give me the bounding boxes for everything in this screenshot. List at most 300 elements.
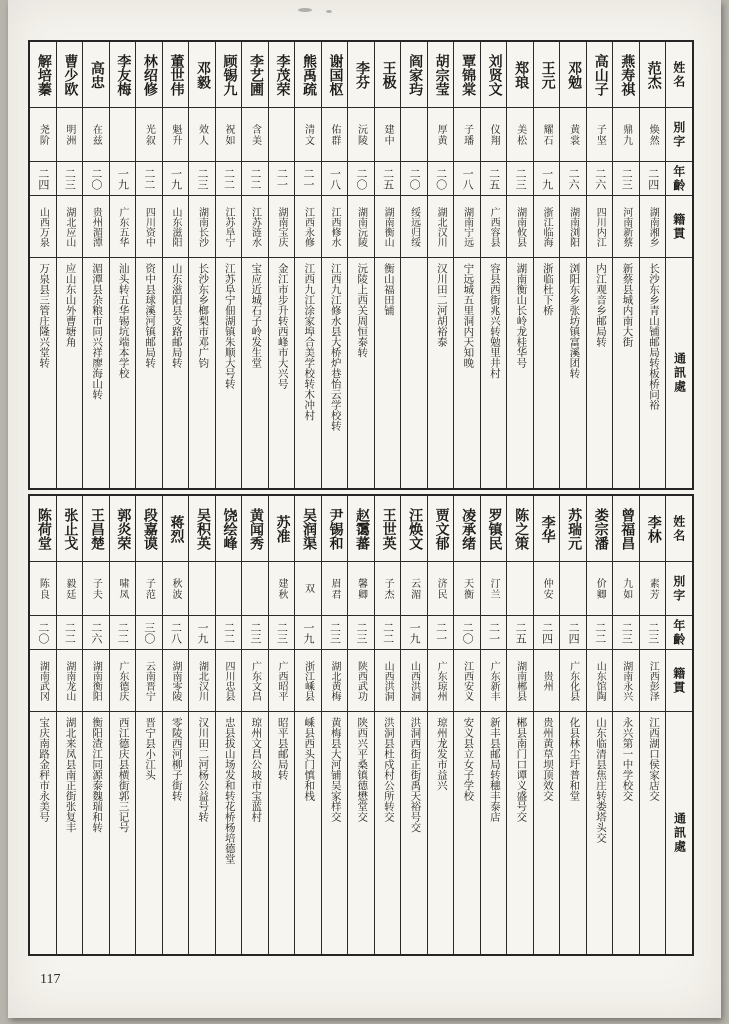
person-column xyxy=(163,42,190,488)
person-zi xyxy=(269,562,295,616)
person-native xyxy=(454,650,480,712)
person-age xyxy=(189,162,215,196)
person-native xyxy=(481,650,507,712)
person-address-text: 山东滋阳县支路邮局转 xyxy=(170,263,182,368)
person-native xyxy=(560,196,586,258)
person-name xyxy=(30,42,56,108)
person-name xyxy=(189,496,215,562)
person-zi xyxy=(587,562,613,616)
person-age-text: 二四 xyxy=(36,167,49,190)
person-name-text: 曹少欧 xyxy=(62,53,78,96)
person-address xyxy=(348,712,374,954)
person-native xyxy=(163,196,189,258)
person-column xyxy=(110,496,137,954)
person-age-text: 二五 xyxy=(487,167,500,190)
person-native-text: 湖南宁远 xyxy=(461,206,473,247)
person-age xyxy=(534,616,560,650)
person-address xyxy=(401,258,427,488)
person-native xyxy=(401,650,427,712)
person-zi-text: 建中 xyxy=(382,123,394,146)
person-name-text: 熊禹疏 xyxy=(301,53,317,96)
person-native-text: 绥远归绥 xyxy=(408,206,420,247)
person-age xyxy=(587,616,613,650)
person-address xyxy=(560,712,586,954)
person-column xyxy=(30,42,57,488)
person-native xyxy=(375,650,401,712)
person-column xyxy=(534,496,561,954)
person-name-text: 苏准 xyxy=(274,514,290,543)
column-header xyxy=(666,108,692,162)
person-address xyxy=(57,712,83,954)
person-column xyxy=(189,496,216,954)
person-age xyxy=(242,162,268,196)
person-address xyxy=(216,258,242,488)
person-address-text: 江西九江涂家埠合美学校转木冲村 xyxy=(303,263,315,421)
person-zi xyxy=(322,562,348,616)
person-age-text: 二三 xyxy=(248,621,261,644)
person-name xyxy=(481,42,507,108)
person-address xyxy=(481,712,507,954)
person-age-text: 三〇 xyxy=(142,621,155,644)
column-header-text: 別字 xyxy=(671,574,686,603)
person-name-text: 李艺圃 xyxy=(247,53,263,96)
person-name xyxy=(269,42,295,108)
person-address-text: 汉川田二河杨公益号转 xyxy=(197,717,209,822)
person-column xyxy=(507,42,534,488)
person-age xyxy=(534,162,560,196)
person-age-text: 二五 xyxy=(381,167,394,190)
person-name-text: 李芬 xyxy=(354,60,370,89)
person-native-text: 湖南武冈 xyxy=(37,660,49,701)
person-zi-text: 子璠 xyxy=(461,123,473,146)
person-name-text: 阎家玙 xyxy=(407,53,423,96)
person-address xyxy=(110,258,136,488)
person-address xyxy=(83,258,109,488)
person-zi xyxy=(534,108,560,162)
person-column xyxy=(640,42,667,488)
person-zi xyxy=(295,562,321,616)
person-name-text: 吴润渠 xyxy=(301,507,317,550)
person-zi xyxy=(507,108,533,162)
person-zi xyxy=(560,108,586,162)
person-age xyxy=(216,616,242,650)
person-name xyxy=(295,42,321,108)
column-header xyxy=(666,496,692,562)
person-name xyxy=(375,496,401,562)
person-address-text: 山东临清县焦庄转娄塔头交 xyxy=(594,717,606,843)
person-zi-text: 子杰 xyxy=(382,577,394,600)
person-age-text: 二三 xyxy=(514,167,527,190)
person-name xyxy=(30,496,56,562)
person-native-text: 浙江临海 xyxy=(541,206,553,247)
person-address xyxy=(640,258,666,488)
person-age-text: 二一 xyxy=(434,621,447,644)
scan-artifact xyxy=(298,8,312,12)
person-name-text: 汪焕文 xyxy=(407,507,423,550)
person-age xyxy=(163,616,189,650)
person-native-text: 广东化县 xyxy=(567,660,579,701)
person-native xyxy=(110,650,136,712)
person-zi xyxy=(57,108,83,162)
person-name-text: 解培蓁 xyxy=(35,53,51,96)
person-native-text: 四川忠县 xyxy=(222,660,234,701)
person-address xyxy=(136,258,162,488)
person-age-text: 一九 xyxy=(116,167,129,190)
person-zi xyxy=(401,562,427,616)
person-name xyxy=(507,496,533,562)
person-age-text: 二三 xyxy=(646,621,659,644)
person-native xyxy=(216,196,242,258)
person-address-text: 长沙东乡榔梨市邓广钧 xyxy=(197,263,209,368)
person-name-text: 蒋烈 xyxy=(168,514,184,543)
person-column xyxy=(454,42,481,488)
person-age xyxy=(110,162,136,196)
person-column xyxy=(269,496,296,954)
person-native-text: 江西修水 xyxy=(329,206,341,247)
person-address-text: 黄梅县大河铺吴家样交 xyxy=(329,717,341,822)
person-zi xyxy=(428,108,454,162)
person-name-text: 苏瑞元 xyxy=(566,507,582,550)
person-column xyxy=(269,42,296,488)
person-name-text: 李茂荣 xyxy=(274,53,290,96)
person-name-text: 顾锡九 xyxy=(221,53,237,96)
person-age xyxy=(30,616,56,650)
person-name xyxy=(110,496,136,562)
person-zi-text: 子范 xyxy=(143,577,155,600)
person-zi-text: 清文 xyxy=(302,123,314,146)
person-zi xyxy=(507,562,533,616)
person-column xyxy=(110,42,137,488)
person-name-text: 凌承绪 xyxy=(460,507,476,550)
person-column xyxy=(348,42,375,488)
person-zi-text: 双 xyxy=(302,583,314,594)
person-age xyxy=(560,162,586,196)
person-zi-text: 魁升 xyxy=(169,123,181,146)
person-address-text: 琼州龙发市益兴 xyxy=(435,717,447,791)
person-zi xyxy=(216,562,242,616)
person-age xyxy=(507,616,533,650)
person-native-text: 云南晋宁 xyxy=(143,660,155,701)
person-name xyxy=(322,496,348,562)
person-zi xyxy=(83,562,109,616)
person-column xyxy=(83,496,110,954)
person-zi-text: 子坚 xyxy=(594,123,606,146)
person-age xyxy=(375,162,401,196)
person-zi-text: 啸凤 xyxy=(116,577,128,600)
person-zi xyxy=(401,108,427,162)
person-address xyxy=(30,258,56,488)
person-zi xyxy=(454,562,480,616)
person-address-text: 江西湖口侯家店交 xyxy=(647,717,659,801)
person-name-text: 段嘉谟 xyxy=(141,507,157,550)
person-age-text: 二二 xyxy=(142,167,155,190)
person-zi xyxy=(295,108,321,162)
person-address-text: 琼州文昌公坡市宝蓝村 xyxy=(250,717,262,822)
person-native-text: 贵州 xyxy=(541,670,553,691)
person-zi-text: 仪翔 xyxy=(488,123,500,146)
person-name-text: 范杰 xyxy=(645,60,661,89)
person-age-text: 二二 xyxy=(381,621,394,644)
person-native-text: 湖南永兴 xyxy=(620,660,632,701)
person-address xyxy=(189,712,215,954)
person-name-text: 饶绘峰 xyxy=(221,507,237,550)
person-native-text: 广西昭平 xyxy=(276,660,287,701)
person-age-text: 二〇 xyxy=(434,167,447,190)
person-age xyxy=(136,162,162,196)
person-name xyxy=(242,496,268,562)
person-address-text: 湖北来凤县南正街张复丰 xyxy=(64,717,76,833)
person-name-text: 邓勉 xyxy=(566,60,582,89)
person-address-text: 万泉县三管庄隆兴堂转 xyxy=(38,263,50,368)
person-name-text: 罗镇民 xyxy=(486,507,502,550)
person-native xyxy=(348,196,374,258)
person-name xyxy=(295,496,321,562)
person-age-text: 二〇 xyxy=(355,167,368,190)
person-address xyxy=(322,258,348,488)
person-address-text: 衡山福田铺 xyxy=(382,263,394,316)
person-age-text: 二四 xyxy=(567,621,580,644)
person-name xyxy=(163,42,189,108)
person-address xyxy=(136,712,162,954)
person-native xyxy=(242,196,268,258)
column-header-text: 年齡 xyxy=(671,618,686,647)
person-name-text: 曾福昌 xyxy=(619,507,635,550)
person-native-text: 河南新蔡 xyxy=(620,206,632,247)
person-name-text: 胡宗莹 xyxy=(433,53,449,96)
person-address xyxy=(613,712,639,954)
scan-artifact xyxy=(326,10,332,13)
person-name xyxy=(560,496,586,562)
person-address xyxy=(428,712,454,954)
person-column xyxy=(401,42,428,488)
person-age xyxy=(401,616,427,650)
person-address xyxy=(454,258,480,488)
person-native xyxy=(136,196,162,258)
person-age xyxy=(481,616,507,650)
person-zi-text: 美松 xyxy=(514,123,526,146)
header-column xyxy=(666,496,692,954)
person-zi xyxy=(242,108,268,162)
person-age xyxy=(507,162,533,196)
person-name xyxy=(507,42,533,108)
person-zi xyxy=(242,562,268,616)
person-column xyxy=(163,496,190,954)
person-native xyxy=(269,650,295,712)
header-column xyxy=(666,42,692,488)
person-address xyxy=(587,712,613,954)
person-column xyxy=(481,496,508,954)
person-name xyxy=(83,496,109,562)
person-age xyxy=(428,616,454,650)
person-column xyxy=(348,496,375,954)
person-name xyxy=(401,496,427,562)
person-zi xyxy=(83,108,109,162)
person-native-text: 贵州湄潭 xyxy=(90,206,102,247)
person-native xyxy=(454,196,480,258)
person-column xyxy=(322,496,349,954)
person-address-text: 零陵西河柳子街转 xyxy=(170,717,182,801)
person-address xyxy=(322,712,348,954)
person-zi-text: 黄裳 xyxy=(567,123,579,146)
person-age-text: 二五 xyxy=(514,621,527,644)
person-name-text: 陈之策 xyxy=(513,507,529,550)
person-name xyxy=(587,496,613,562)
person-name xyxy=(83,42,109,108)
person-age xyxy=(640,616,666,650)
person-address-text: 宁远城五里洞内天知晚 xyxy=(462,263,474,368)
person-name xyxy=(216,42,242,108)
person-native-text: 湖南攸县 xyxy=(514,206,526,247)
person-column xyxy=(136,42,163,488)
person-address-text: 长沙东乡青山铺邮局转板桥问裕 xyxy=(647,263,659,410)
column-header-text: 籍貫 xyxy=(671,212,686,241)
person-name-text: 李林 xyxy=(645,514,661,543)
person-age-text: 二二 xyxy=(248,167,261,190)
person-native xyxy=(136,650,162,712)
person-native-text: 江西彭泽 xyxy=(647,660,659,701)
person-name xyxy=(613,496,639,562)
person-native-text: 湖南浏阳 xyxy=(567,206,579,247)
person-zi-text: 含美 xyxy=(249,123,261,146)
person-native xyxy=(322,196,348,258)
person-zi-text: 佑群 xyxy=(329,123,341,146)
person-name xyxy=(216,496,242,562)
person-column xyxy=(322,42,349,488)
person-native xyxy=(57,196,83,258)
person-zi xyxy=(189,108,215,162)
person-native-text: 湖南龙山 xyxy=(63,660,75,701)
person-name xyxy=(136,42,162,108)
person-address-text: 湖南衡山长岭龙桂华号 xyxy=(515,263,527,368)
person-address xyxy=(163,258,189,488)
person-native xyxy=(322,650,348,712)
person-name xyxy=(348,42,374,108)
person-zi xyxy=(481,108,507,162)
person-name xyxy=(534,42,560,108)
person-zi xyxy=(163,562,189,616)
person-native-text: 山西洪洞 xyxy=(382,660,394,701)
person-native xyxy=(295,650,321,712)
person-column xyxy=(375,42,402,488)
person-age xyxy=(322,162,348,196)
person-address-text: 忠县拔山场发和转花桥杨培德堂 xyxy=(223,717,235,864)
column-header xyxy=(666,562,692,616)
person-native-text: 四川资中 xyxy=(143,206,155,247)
person-column xyxy=(57,496,84,954)
person-name xyxy=(428,496,454,562)
person-zi-text: 汀兰 xyxy=(488,577,500,600)
person-native xyxy=(534,196,560,258)
person-age-text: 二三 xyxy=(195,167,208,190)
person-zi-text: 祝如 xyxy=(222,123,234,146)
person-age xyxy=(587,162,613,196)
person-native-text: 陕西武功 xyxy=(355,660,367,701)
person-age-text: 二二 xyxy=(593,621,606,644)
person-address xyxy=(295,712,321,954)
person-address-text: 金江市步升转西峰市大兴号 xyxy=(276,263,288,389)
person-zi xyxy=(375,108,401,162)
person-zi xyxy=(375,562,401,616)
person-address-text: 江苏阜宁佃湖镇朱顺大号转 xyxy=(223,263,235,389)
person-native xyxy=(401,196,427,258)
person-zi-text: 尧阶 xyxy=(37,123,49,146)
person-name-text: 邓毅 xyxy=(194,60,210,89)
directory-table-bottom xyxy=(28,494,694,956)
person-address xyxy=(534,258,560,488)
person-zi-text: 素芳 xyxy=(647,577,659,600)
person-native xyxy=(560,650,586,712)
person-zi xyxy=(57,562,83,616)
person-address xyxy=(269,712,295,954)
person-name-text: 覃锦棠 xyxy=(460,53,476,96)
person-address-text: 应山东山外曹塘角 xyxy=(64,263,76,347)
person-name-text: 郭炎荣 xyxy=(115,507,131,550)
person-zi-text: 明洲 xyxy=(63,123,75,146)
person-name-text: 王元 xyxy=(539,60,555,89)
person-age-text: 二一 xyxy=(302,167,315,190)
person-native-text: 山东馆陶 xyxy=(594,660,606,701)
person-column xyxy=(587,496,614,954)
person-column xyxy=(507,496,534,954)
person-column xyxy=(242,42,269,488)
column-header-text: 姓名 xyxy=(671,60,686,89)
person-zi-text: 陈良 xyxy=(37,577,49,600)
person-name-text: 谢国枢 xyxy=(327,53,343,96)
person-zi xyxy=(481,562,507,616)
person-zi-text: 毅廷 xyxy=(63,577,75,600)
column-header-text: 別字 xyxy=(671,120,686,149)
person-address-text: 汕头转五华锡坑端本学校 xyxy=(117,263,129,379)
person-native xyxy=(57,650,83,712)
column-header xyxy=(666,712,692,954)
person-address xyxy=(83,712,109,954)
person-address xyxy=(640,712,666,954)
person-age-text: 二二 xyxy=(63,621,76,644)
person-address-text: 昭平县邮局转 xyxy=(276,717,288,780)
person-zi xyxy=(640,562,666,616)
person-age-text: 二四 xyxy=(540,621,553,644)
person-age-text: 二〇 xyxy=(36,621,49,644)
person-column xyxy=(613,496,640,954)
person-address-text: 江西九江修水县大桥炉巷怡云学校转 xyxy=(329,263,341,431)
person-native xyxy=(110,196,136,258)
person-native xyxy=(507,650,533,712)
person-address xyxy=(163,712,189,954)
person-address xyxy=(534,712,560,954)
column-header xyxy=(666,42,692,108)
person-age xyxy=(428,162,454,196)
person-zi-text: 仲安 xyxy=(541,577,553,600)
person-name xyxy=(375,42,401,108)
person-zi xyxy=(613,108,639,162)
person-native xyxy=(428,196,454,258)
person-age xyxy=(163,162,189,196)
person-address xyxy=(454,712,480,954)
person-address-text: 西江德庆县横街郭三记号 xyxy=(117,717,129,833)
person-column xyxy=(613,42,640,488)
person-name-text: 王极 xyxy=(380,60,396,89)
person-address xyxy=(57,258,83,488)
person-age xyxy=(216,162,242,196)
person-age-text: 一九 xyxy=(169,167,182,190)
person-name xyxy=(454,42,480,108)
person-address xyxy=(613,258,639,488)
person-address-text: 沅陵上西关周恒泰转 xyxy=(356,263,368,358)
person-address xyxy=(507,258,533,488)
person-age xyxy=(454,162,480,196)
person-address-text: 新丰县邮局转穗丰泰店 xyxy=(488,717,500,822)
person-native-text: 广东琼州 xyxy=(435,660,447,701)
